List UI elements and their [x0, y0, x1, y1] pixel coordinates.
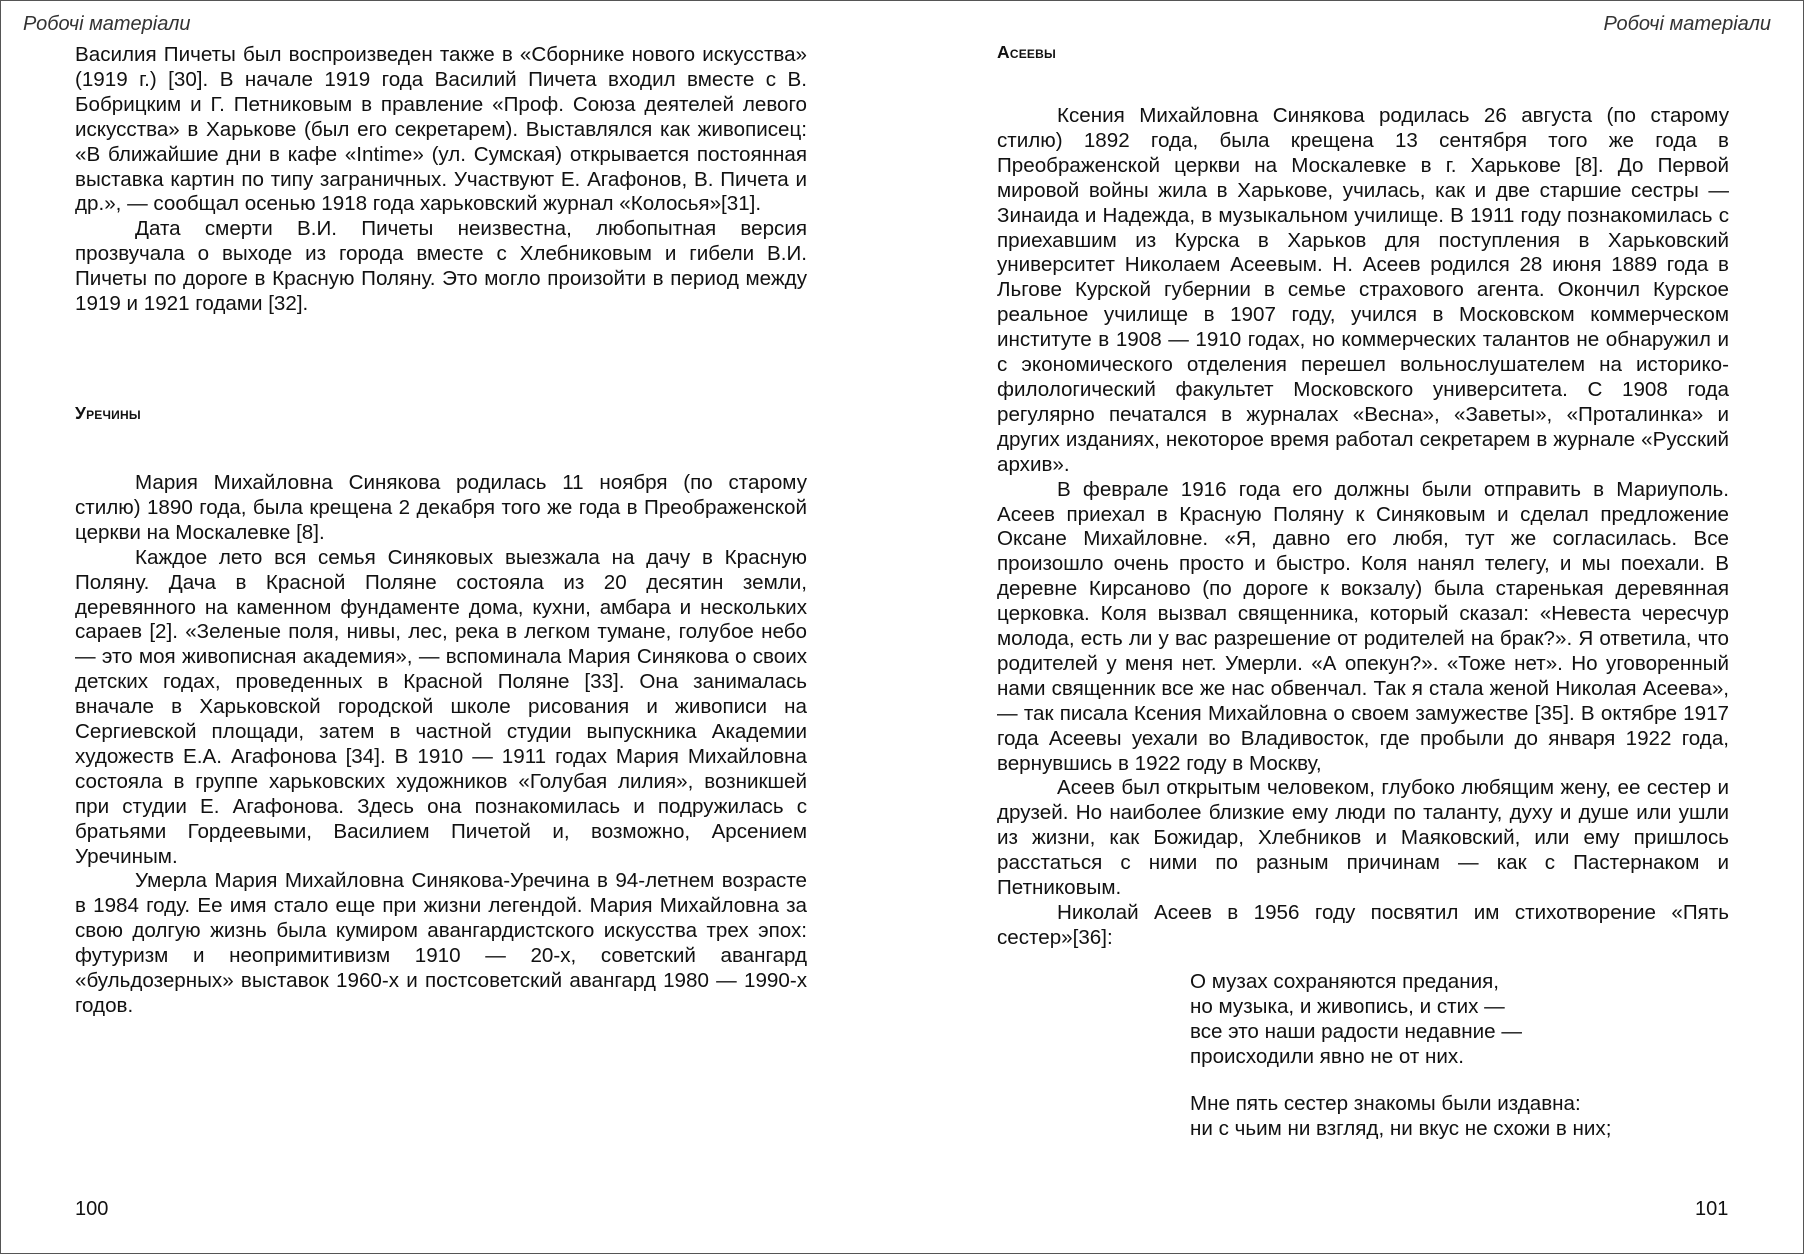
right-page	[902, 1, 1803, 1253]
poem-line: Мне пять сестер знакомы были издавна:	[1190, 1091, 1581, 1115]
paragraph: Мария Михайловна Синякова родилась 11 ноября (по старому стилю) 1890 года, была крещена 2 декабря того же года в Преображенской церкви на Москалевке [8].	[75, 470, 807, 544]
poem-stanza	[1190, 1092, 1611, 1142]
paragraph: Василия Пичеты был воспроизведен также в «Сборнике нового искусства» (1919 г.) [30]. В начале 1919 года Василий Пичета входил вместе с В. Бобрицким и Г. Петниковым в правление «Проф. Союза деятелей левого искусства» в Харькове (был его секретарем). Выставлялся как живописец: «В ближайшие дни в кафе «Intime» (ул. Сумская) открывается постоянная выставка картин по типу заграничных. Участвуют Е. Агафонов, В. Пичета и др.», — сообщал осенью 1918 года харьковский журнал «Колосья»[31].	[75, 43, 807, 216]
running-head-right: Робочі матеріали	[1603, 13, 1771, 35]
page-number-right: 101	[1695, 1198, 1729, 1220]
section-heading-aseevy: Асеевы	[997, 42, 1056, 62]
poem-five-sisters	[1190, 970, 1611, 1163]
paragraph: Николай Асеев в 1956 году посвятил им стихотворение «Пять сестер»[36]:	[997, 901, 1729, 949]
page-number-left: 100	[75, 1198, 109, 1220]
poem-line: но музыка, и живопись, и стих —	[1190, 994, 1505, 1018]
paragraph: Асеев был открытым человеком, глубоко любящим жену, ее сестер и друзей. Но наиболее близкие ему люди по таланту, духу и душе или ушли из жизни, как Божидар, Хлебников и Маяковский, или ему пришлось расстаться с ними по разным причинам — как с Пастернаком и Петниковым.	[997, 776, 1729, 900]
paragraph: Каждое лето вся семья Синяковых выезжала на дачу в Красную Поляну. Дача в Красной Поляне состояла из 20 десятин земли, деревянного на каменном фундаменте дома, кухни, амбара и нескольких сараев [2]. «Зеленые поля, нивы, лес, река в легком тумане, голубое небо — это моя живописная академия», — вспоминала Мария Синякова о своих детских годах, проведенных в Красной Поляне [33]. Она занималась вначале в Харьковской городской школе рисования и живописи на Сергиевской площади, затем в частной студии выпускника Академии художеств Е.А. Агафонова [34]. В 1910 — 1911 годах Мария Михайловна состояла в группе харьковских художников «Голубая лилия», возникшей при студии Е. Агафонова. Здесь она познакомилась и подружилась с братьями Гордеевыми, Василием Пичетой и, возможно, Арсением Уречиным.	[75, 545, 807, 868]
paragraph: В феврале 1916 года его должны были отправить в Мариуполь. Асеев приехал в Красную Поляну к Синяковым и сделал предложение Оксане Михайловне. «Я, давно его любя, тут же согласилась. Все произошло очень просто и быстро. Коля нанял телегу, и мы поехали. В деревне Кирсаново (по дороге к вокзалу) была старенькая деревянная церковка. Коля вызвал священника, который сказал: «Невеста чересчур молода, есть ли у вас разрешение от родителей на брак?». Я ответила, что родителей у меня нет. Умерли. «А опекун?». «Тоже нет». Но уговоренный нами священник все же нас обвенчал. Так я стала женой Николая Асеева», — так писала Ксения Михайловна о своем замужестве [35]. В октябре 1917 года Асеевы уехали во Владивосток, где пробыли до января 1922 года, вернувшись в 1922 году в Москву,	[997, 477, 1729, 775]
poem-line: происходили явно не от них.	[1190, 1044, 1464, 1068]
left-page	[1, 1, 902, 1253]
paragraph: Умерла Мария Михайловна Синякова-Уречина в 94-летнем возрасте в 1984 году. Ее имя стало еще при жизни легендой. Мария Михайловна за свою долгую жизнь была кумиром авангардистского искусства трех эпох: футуризм и неопримитивизм 1910 — 20-х, советский авангард «бульдозерных» выставок 1960-х и постсоветский авангард 1980 — 1990-х годов.	[75, 869, 807, 1017]
poem-line: ни с чьим ни взгляд, ни вкус не схожи в них;	[1190, 1116, 1612, 1140]
poem-stanza	[1190, 970, 1611, 1070]
running-head-left: Робочі матеріали	[23, 13, 191, 35]
poem-line: все это наши радости недавние —	[1190, 1019, 1522, 1043]
left-text-block	[75, 43, 807, 1019]
paragraph: Ксения Михайловна Синякова родилась 26 августа (по старому стилю) 1892 года, была крещена 13 сентября того же года в Преображенской церкви на Москалевке в г. Харькове [8]. До Первой мировой войны жила в Харькове, училась, как и две старшие сестры — Зинаида и Надежда, в музыкальном училище. В 1911 году познакомилась с приехавшим из Курска в Харьков для поступления в Харьковский университет Николаем Асеевым. Н. Асеев родился 28 июня 1889 года в Льгове Курской губернии в семье страхового агента. Окончил Курское реальное училище в 1907 году, учился в Московском коммерческом институте в 1908 — 1910 годах, но коммерческих талантов не обнаружил и с экономического отделения перешел вольнослушателем на историко-филологический факультет Московского университета. С 1908 года регулярно печатался в журналах «Весна», «Заветы», «Проталинка» и других изданиях, некоторое время работал секретарем в журнале «Русский архив».	[997, 104, 1729, 476]
paragraph: Дата смерти В.И. Пичеты неизвестна, любопытная версия прозвучала о выходе из города вместе с Хлебниковым и гибели В.И. Пичеты по дороге в Красную Поляну. Это могло произойти в период между 1919 и 1921 годами [32].	[75, 217, 807, 316]
right-text-block	[997, 40, 1729, 951]
poem-line: О музах сохраняются предания,	[1190, 970, 1500, 993]
section-heading-urechiny: Уречины	[75, 402, 141, 423]
